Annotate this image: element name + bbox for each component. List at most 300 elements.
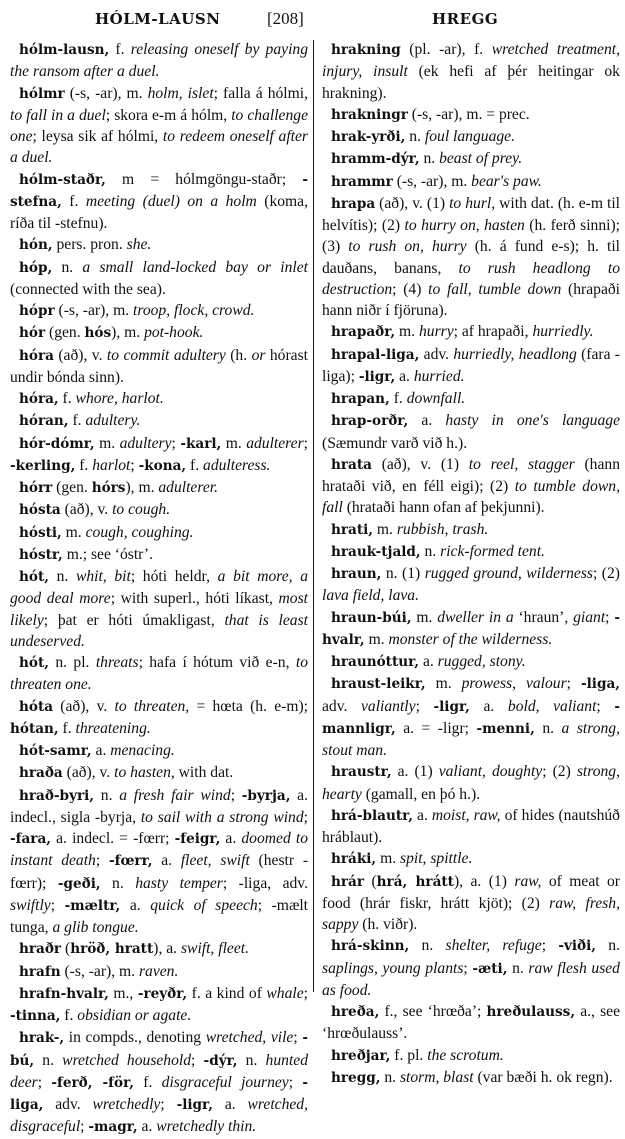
headword: hóstr, [19,546,63,563]
definition-text: a fresh fair wind [119,786,231,804]
definition-text: she. [126,236,152,254]
definition-text: swift, fleet. [180,940,249,958]
grammar-text: m = hólmgöngu-staðr; [105,170,303,188]
headword: hrað-byri, [19,787,95,804]
grammar-text: m. [395,323,419,341]
dictionary-entry [322,171,620,193]
dictionary-entry [10,388,308,410]
headword: hrá, hrátt [376,873,454,890]
headword: -byrja, [241,787,291,804]
grammar-text: (-s, -ar), m. [392,172,472,190]
grammar-text: (fara -liga); [322,345,620,385]
headword: hópr [19,303,55,319]
grammar-text: a. indecl. = -fœrr; [51,830,175,847]
grammar-text: m.; see ‘óstr’. [62,545,154,563]
definition-text: a bit more, a good deal more [10,568,308,608]
grammar-text: (ek hefi af þér heitingar ok hrakning). [322,63,620,102]
definition-text: swiftly [10,896,51,914]
grammar-text: pers. pron. [52,236,127,254]
grammar-text: n. [380,1068,400,1086]
grammar-text: ; af hrapaði, [453,323,533,341]
definition-text: hurry [418,323,454,341]
grammar-text: m. [373,520,397,538]
grammar-text: ; [95,852,109,870]
grammar-text: ; [303,984,308,1002]
definition-text: prowess, valour [461,675,567,693]
page-header [0,6,625,32]
grammar-text: ; skora e-m á hólm, [105,106,232,124]
dictionary-entry [10,300,308,322]
headword: -ferð, -för, [51,1074,134,1091]
headword: hreðulauss, [486,1004,576,1020]
headword: -stefna, [10,171,308,210]
dictionary-entry [322,607,620,652]
page-number: [208] [267,9,304,28]
grammar-text: ; [230,786,242,804]
grammar-text: (connected with the sea). [10,280,166,298]
definition-text: troop, flock, crowd. [133,302,255,319]
headword: hrata [331,456,372,473]
headword: hóra [19,347,54,364]
grammar-text: ; [415,697,434,715]
grammar-text: n. [52,258,83,276]
grammar-text: (h. [225,346,252,364]
grammar-text: f. [61,192,86,210]
definition-text: whit, bit [75,568,131,585]
headword: hóp, [19,259,53,276]
definition-text: rick-formed tent. [440,542,545,560]
column-divider [313,40,314,992]
headword: hráki, [331,851,377,868]
grammar-text: of meat or food (hrár fiskr, hrátt kjöt); (2) [322,872,621,912]
definition-text: wretched household [62,1051,192,1069]
headword: -feigr, [174,831,221,847]
definition-text: foul language. [424,128,515,145]
definition-text: most likely [10,590,308,629]
headword: hrak-, [19,1030,65,1047]
headword: -magr, [88,1119,138,1136]
grammar-text: a., see ‘hrœðulauss’. [322,1003,620,1043]
grammar-text: (-s, -ar), m. = prec. [407,105,530,123]
headword: hrak-yrði, [331,129,406,145]
definition-text: to sail with a strong wind [140,808,304,826]
definition-text: hunted deer [10,1051,308,1091]
definition-text: wretched treatment, injury, insult [322,41,620,81]
grammar-text: ; (2) [542,763,577,781]
headword: -menni, [476,720,535,737]
headword: hrapaðr, [331,324,396,341]
headword: hrá-skinn, [331,938,410,955]
dictionary-entry [10,234,308,256]
grammar-text: ), a. [153,940,181,958]
definition-text: adulterer [246,434,304,452]
definition-text: bear's paw. [471,172,542,190]
definition-text: a glib tongue. [52,919,139,936]
headword: hrár [331,873,365,890]
dictionary-entry [10,938,308,960]
headword: hrati, [331,521,374,538]
headword: hrafn-hvalr, [19,985,109,1002]
definition-text: quick of speech [150,896,258,914]
headword: hramm-dýr, [331,151,420,168]
left-column [10,39,308,1139]
definition-text: rubbish, trash. [396,520,489,538]
headword: hröð, hratt [70,941,154,958]
headword: hót-samr, [19,743,92,759]
dictionary-entry [322,935,620,1001]
grammar-text: m. [221,434,247,452]
grammar-text: ), a. (1) [453,872,515,890]
definition-text: to hurl, [449,194,496,212]
definition-text: raven. [138,962,179,980]
dictionary-entry [322,388,620,410]
headword: hóra, [19,391,59,407]
grammar-text: ; [171,434,181,452]
grammar-text: ; [50,896,65,914]
grammar-text: n. [237,1051,266,1069]
grammar-text: adv. [419,345,454,363]
definition-text: adulterer. [158,479,219,496]
grammar-text: ), m. [111,324,145,342]
headword: -mæltr, [64,897,121,914]
definition-text: storm, blast [399,1068,474,1086]
grammar-text: a. [419,653,438,670]
grammar-text: a. [91,742,111,759]
definition-text: beast of prey. [439,150,523,168]
headword: hrap-orðr, [331,413,409,430]
grammar-text: (var bæði h. ok regn). [473,1068,613,1086]
definition-text: bold, valiant [507,697,597,715]
headword: hreða, [331,1004,380,1020]
grammar-text: n. [596,937,621,955]
grammar-text: ( [364,872,377,890]
dictionary-entry [322,563,620,607]
dictionary-entry [10,762,308,784]
grammar-text: (h. viðr). [358,916,418,933]
definition-text: valiantly [361,697,416,715]
dictionary-entry [322,454,620,519]
grammar-text: f. [68,412,86,430]
definition-text: adultery. [85,412,141,430]
headword: hrakningr [331,106,408,123]
definition-text: hurried. [413,367,465,385]
grammar-text: m. [364,630,389,648]
grammar-text: n. [419,150,440,168]
headword: -mannligr, [322,698,620,737]
headword: -reyðr, [137,985,188,1002]
grammar-text: (Sæmundr varð við h.). [322,434,468,452]
grammar-text: (að), v. [60,501,113,519]
headword: hraustr, [331,764,392,781]
grammar-text: a. [152,852,181,870]
definition-text: wretched, vile [205,1029,294,1047]
grammar-text: a. [212,1096,248,1113]
definition-text: to threaten, [114,697,190,715]
headword: hót, [19,655,49,671]
grammar-text: (-s, -ar), m. [60,962,139,980]
headword: hrapal-liga, [331,346,420,363]
grammar-text: (að), v. [53,697,115,715]
grammar-text: (gamall, en þó h.). [361,785,481,803]
headword: hrakning [331,42,401,58]
definition-text: disgraceful journey [161,1073,289,1091]
grammar-text: ; -liga, adv. [222,874,308,892]
grammar-text: with dat. (h. e-m til helvítis); (2) [322,194,621,234]
grammar-text: (að), v. [62,764,115,782]
headword: -fœrr, [108,853,153,870]
definition-text: valiant, doughty [438,763,543,781]
grammar-text: n. [534,719,562,737]
headword: -kona, [138,457,187,474]
dictionary-entry [10,1027,308,1138]
grammar-text: adv. [322,697,361,715]
grammar-text: ; falla á hólmi, [213,84,308,102]
definition-text: to threaten one. [10,654,309,694]
grammar-text: f. a kind of [187,984,267,1002]
definition-text: downfall. [406,390,466,407]
grammar-text: ( [61,940,71,958]
dictionary-entry [10,544,308,566]
grammar-text: m. [425,675,462,693]
dictionary-entry [10,345,308,389]
headword: hólmr [19,85,65,102]
headword: hóran, [19,413,69,430]
dictionary-entry [322,126,620,148]
grammar-text: f., see ‘hrœða’; [379,1003,487,1020]
grammar-text: ; with superl., hóti líkast, [110,590,279,608]
grammar-text: (koma, ríða til -stefnu). [10,192,308,232]
dictionary-entry [322,805,620,849]
grammar-text: (hann hrataði við, en féll eigi); (2) [322,455,620,495]
definition-text: cough, coughing. [85,523,194,541]
dictionary-entry [322,148,620,170]
grammar-text: n. pl. [48,654,96,671]
headword: -liga, [580,676,620,693]
grammar-text: n. [409,937,446,955]
right-column [322,39,620,1089]
grammar-text: n. [94,786,120,804]
grammar-text: m. [411,608,438,626]
grammar-text: (pl. -ar), f. [400,41,492,58]
grammar-text: (að), v. [53,346,107,364]
grammar-text: ), m. [125,479,159,496]
definition-text: to fall in a duel [10,106,106,124]
grammar-text: ; [541,937,559,955]
left-guide-word: HÓLM-LAUSN [95,10,221,28]
headword: -kerling, [10,457,76,474]
definition-text: wretchedly thin. [156,1118,257,1136]
dictionary-entry [10,433,308,478]
headword: -æti, [472,960,508,977]
dictionary-entry [10,83,308,169]
grammar-text: ; (2) [592,565,620,582]
definition-text: whore, harlot. [75,390,164,407]
grammar-text: (hrapaði hann niðr í fjöruna). [322,280,620,319]
definition-text: hurriedly, headlong [453,345,577,363]
definition-text: a strong, stout man. [322,719,621,759]
definition-text: to challenge one [10,106,308,145]
definition-text: to rush on, hurry [348,238,467,256]
grammar-text: ; [605,608,615,626]
grammar-text: m. [94,434,120,452]
headword: -dýr, [203,1052,238,1069]
headword: hósti, [19,524,62,541]
headword: hrapa [331,195,376,212]
definition-text: rugged ground, wilderness [424,565,593,582]
definition-text: the scrotum. [427,1046,504,1064]
grammar-text: ; [293,1029,303,1047]
dictionary-entry [10,477,308,499]
dictionary-entry [322,541,620,563]
headword: hór [19,325,46,342]
dictionary-entry [10,652,308,696]
dictionary-entry [10,169,308,235]
dictionary-entry [322,1001,620,1045]
definition-text: adulteress. [203,456,271,474]
headword: hólm-staðr, [19,171,106,188]
headword: -bú, [10,1030,308,1069]
grammar-text: ; [191,1051,204,1069]
definition-text: whale [266,984,304,1002]
headword: -ligr, [433,698,470,715]
grammar-text: n. [100,874,136,892]
grammar-text: = hœta (h. e-m); [189,697,308,715]
grammar-text: a. [120,896,151,914]
dictionary-entry [10,257,308,301]
dictionary-entry [322,39,620,104]
dictionary-entry [322,1045,620,1067]
dictionary-entry [10,785,308,939]
dictionary-entry [10,322,308,344]
grammar-text: ‘hraun’, [513,608,574,626]
grammar-text: a. [137,1118,157,1136]
dictionary-entry [322,104,620,126]
definition-text: to tumble down, fall [322,478,620,517]
headword: hón, [19,237,53,254]
headword: -fara, [10,831,52,847]
dictionary-entry [10,696,308,741]
definition-text: that is least undeserved. [10,611,308,650]
definition-text: to hasten, [114,764,175,782]
definition-text: or [251,346,266,364]
dictionary-entry [322,193,620,322]
grammar-text: n. [34,1051,63,1069]
headword: -ligr, [176,1097,213,1113]
grammar-text: ; (4) [392,280,429,298]
definition-text: dweller in a [437,608,514,626]
grammar-text: ; hóti heldr, [130,568,218,585]
grammar-text: a. [220,830,242,847]
headword: hórs [91,480,126,496]
grammar-text: f. pl. [390,1046,428,1064]
definition-text: menacing. [110,742,175,759]
headword: -tinna, [10,1008,61,1024]
definition-text: wretchedly [92,1096,161,1113]
grammar-text: (að), v. (1) [375,194,450,212]
grammar-text: (gen. [45,324,85,342]
dictionary-entry [10,39,308,83]
definition-text: to hurry on, hasten [404,217,525,234]
dictionary-entry [322,848,620,870]
grammar-text: f. [389,390,407,407]
headword: hrapan, [331,391,390,407]
dictionary-entry [322,344,620,389]
headword: -viði, [558,938,597,955]
grammar-text: ; leysa sik af hólmi, [32,128,163,145]
grammar-text: (hestr -fœrr); [10,852,309,892]
headword: hór-dómr, [19,435,95,452]
grammar-text: ; -mælt tunga, [10,896,309,936]
headword: hrá-blautr, [331,807,414,824]
grammar-text: f. [58,719,76,737]
grammar-text: (hrataði hann ofan af þekjunni). [342,499,545,517]
grammar-text: n. [48,568,76,585]
definition-text: to redeem oneself after a duel. [10,128,308,167]
definition-text: doomed to instant death [10,830,308,870]
dictionary-entry [10,499,308,521]
grammar-text: n. [507,959,529,977]
definition-text: raw, [514,872,542,890]
definition-text: a small land-locked bay or inlet [82,258,308,276]
headword: -geði, [57,875,101,892]
grammar-text: a. indecl., sigla -byrja, [10,786,308,826]
headword: hrauk-tjald, [331,543,421,560]
grammar-text: ; [303,808,308,826]
headword: hós [84,325,112,342]
dictionary-entry [322,410,620,454]
headword: hrafn [19,963,61,980]
dictionary-entry [10,740,308,762]
grammar-text: n. [420,542,441,560]
grammar-text: (-s, -ar), m. [54,302,133,319]
headword: hraðr [19,941,62,958]
grammar-text: of hides (nautshúð hráblaut). [322,806,620,846]
definition-text: meeting (duel) on a holm [85,192,257,210]
definition-text: to cough. [112,501,171,519]
grammar-text: a. [395,367,414,385]
grammar-text: m., [108,984,138,1002]
dictionary-entry [322,1067,620,1089]
grammar-text: ; [288,1073,303,1091]
grammar-text: a. = -ligr; [395,719,477,737]
definition-text: raw flesh used as food. [322,959,620,999]
grammar-text: ; þat er hóti úmakligast, [43,611,225,629]
definition-text: obsidian or agate. [77,1007,192,1024]
grammar-text: in compds., denoting [64,1029,206,1047]
grammar-text: m. [376,850,400,868]
grammar-text: (-s, -ar), m. [64,84,148,102]
grammar-text: ; hafa í hótum við e-n, [138,654,296,671]
definition-text: to rush headlong to destruction [322,259,620,298]
definition-text: rugged, stony. [437,653,526,670]
grammar-text: hórast undir bónda sinn). [10,346,308,386]
grammar-text: f. [134,1073,162,1091]
grammar-text: a. [408,412,446,430]
definition-text: wretched, disgraceful [10,1096,308,1136]
dictionary-entry [322,871,620,936]
definition-text: pot-hook. [144,324,204,342]
grammar-text: a. [413,806,432,824]
headword: hregg, [331,1069,381,1086]
definition-text: hurriedly. [532,323,594,341]
dictionary-entry [322,761,620,805]
definition-text: threats [95,654,139,671]
headword: hraust-leikr, [331,676,426,693]
grammar-text: ; [596,697,615,715]
definition-text: raw, fresh, sappy [322,894,620,933]
definition-text: strong, hearty [322,763,621,803]
headword: hraun-búi, [331,609,412,626]
